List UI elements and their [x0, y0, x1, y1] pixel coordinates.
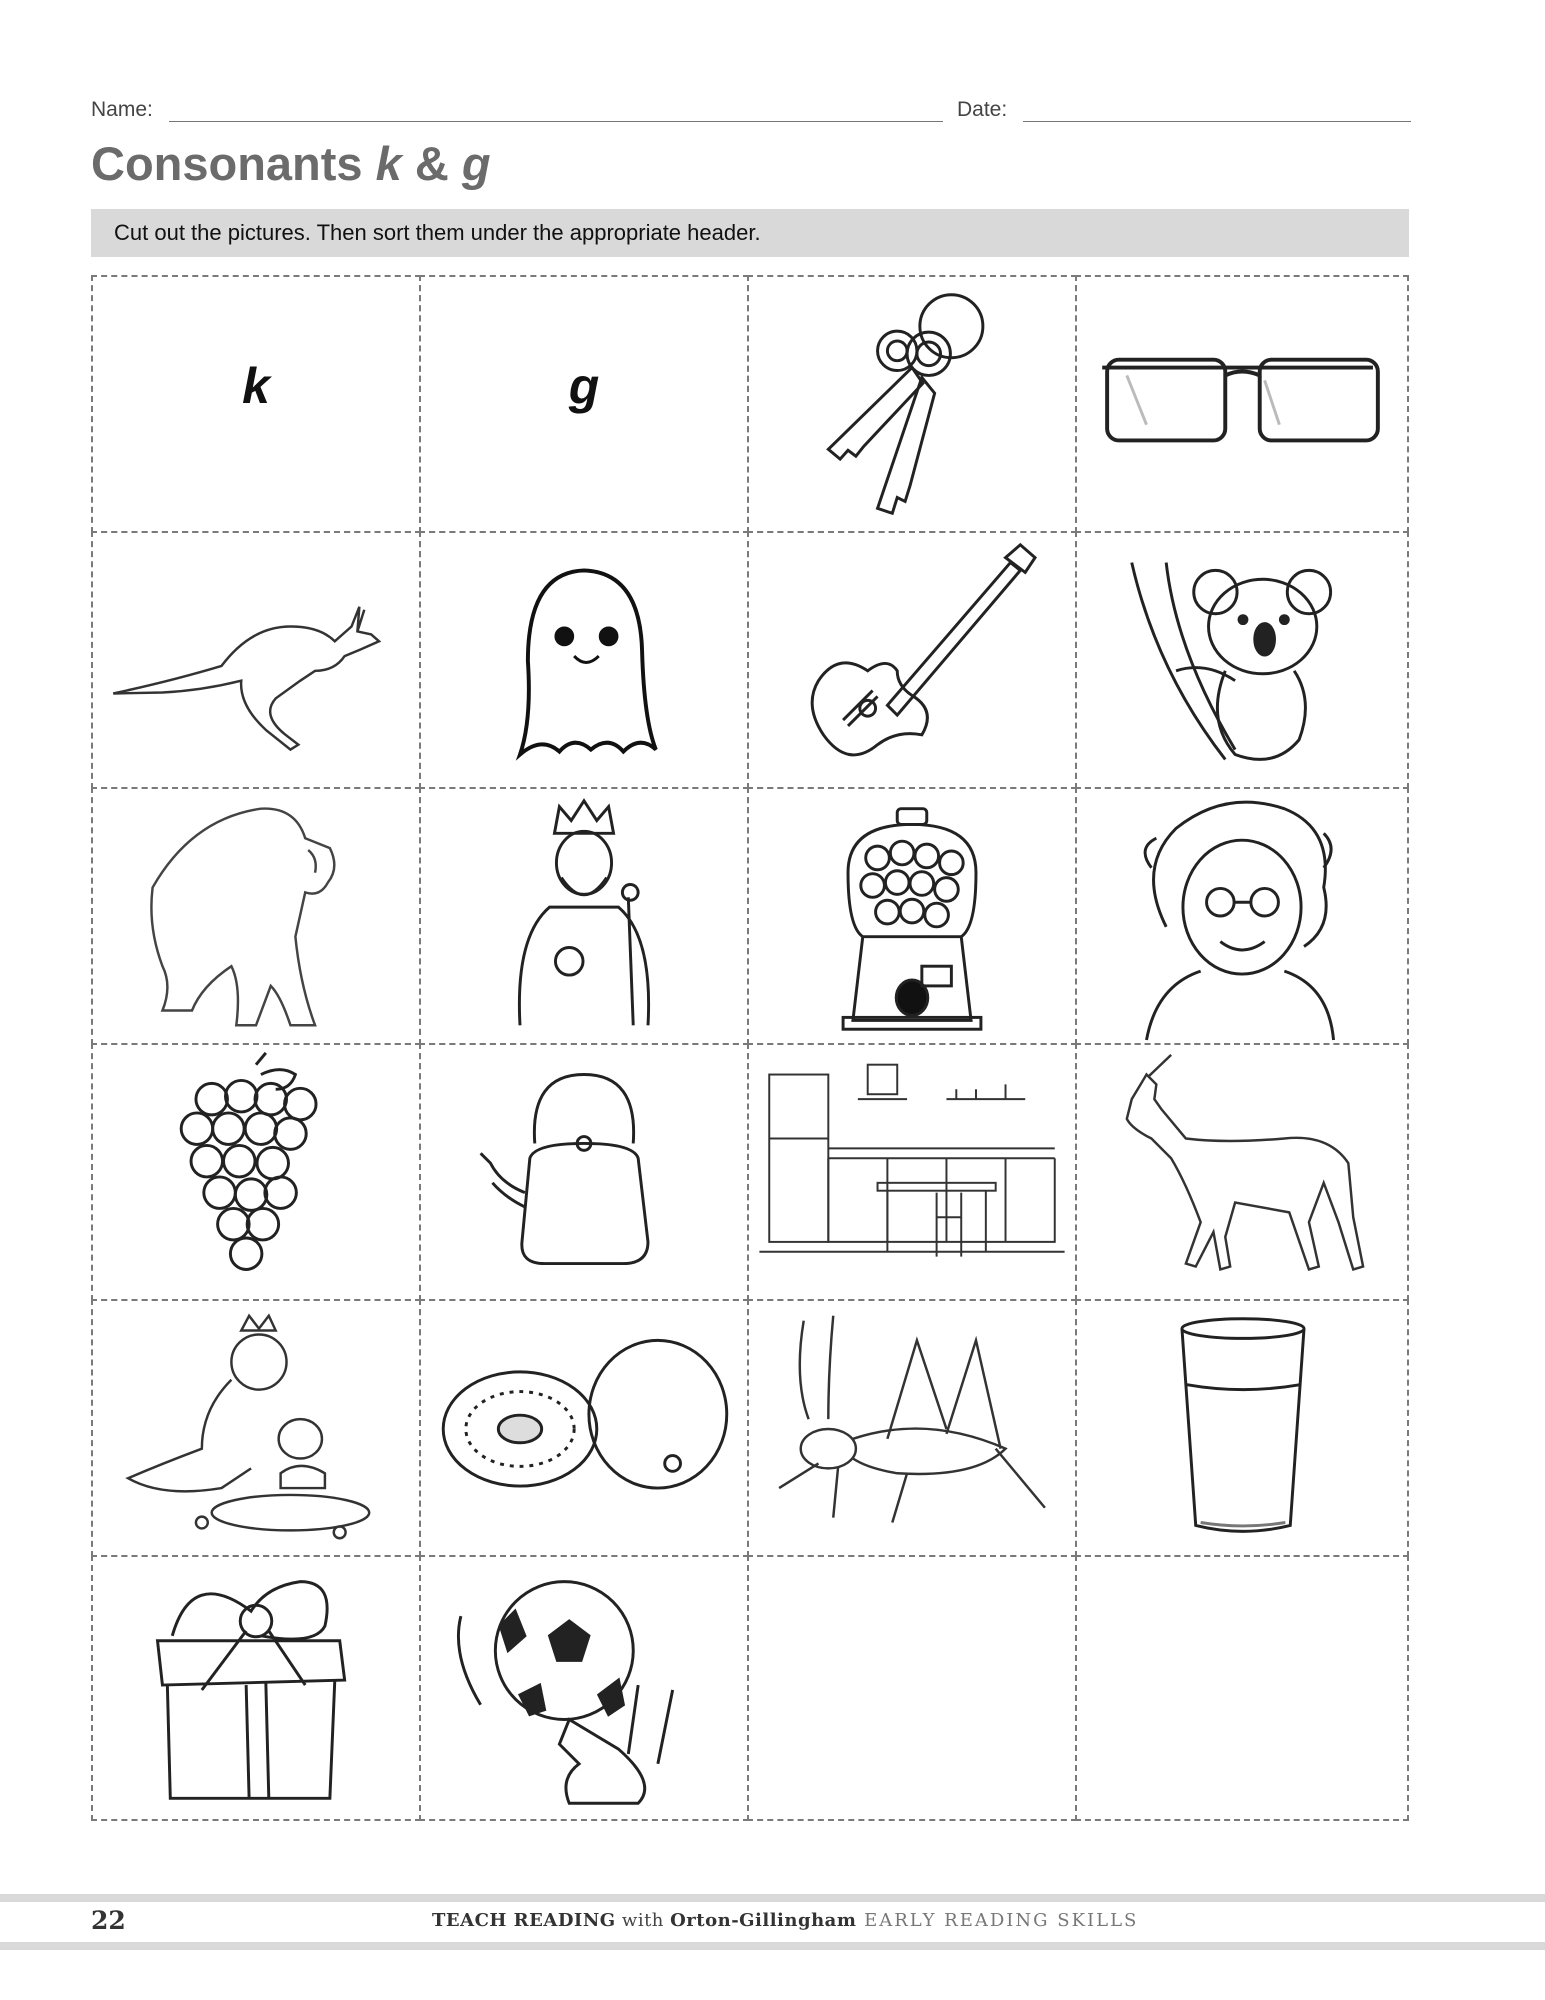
goat-icon: [1077, 1045, 1407, 1299]
kiwi-icon: [421, 1301, 747, 1555]
picture-card-kiss[interactable]: [91, 1299, 421, 1557]
header-k: k: [242, 358, 270, 414]
picture-card-guitar[interactable]: [747, 531, 1077, 789]
header-g: g: [568, 358, 600, 414]
picture-card-kettle[interactable]: [419, 1043, 749, 1301]
date-field-line[interactable]: [1023, 121, 1411, 122]
picture-card-cricket[interactable]: [747, 1299, 1077, 1557]
name-label: Name:: [91, 98, 153, 121]
name-field-line[interactable]: [169, 121, 943, 122]
kitchen-icon: [749, 1045, 1075, 1299]
picture-card-glass[interactable]: [1075, 1299, 1409, 1557]
picture-card-soccer[interactable]: [419, 1555, 749, 1821]
kettle-icon: [421, 1045, 747, 1299]
header-card-k[interactable]: [91, 275, 421, 533]
picture-card-koala[interactable]: [1075, 531, 1409, 789]
picture-card-keys[interactable]: [747, 275, 1077, 533]
instruction-text: Cut out the pictures. Then sort them under the appropriate header.: [114, 220, 761, 245]
page-footer: [0, 1894, 1545, 1950]
guitar-icon: [749, 533, 1075, 787]
soccer-ball-icon: [421, 1557, 747, 1819]
footer-brand: TEACH READING with Orton-Gillingham EARLY READING SKILLS: [432, 1910, 1139, 1931]
picture-card-kitchen[interactable]: [747, 1043, 1077, 1301]
gift-icon: [93, 1557, 419, 1819]
page-title: Consonants k & g: [91, 137, 491, 190]
name-date-row: [91, 96, 1411, 126]
picture-card-kiwi[interactable]: [419, 1299, 749, 1557]
picture-card-ghost[interactable]: [419, 531, 749, 789]
grandmother-icon: [1077, 789, 1407, 1043]
picture-card-gumball[interactable]: [747, 787, 1077, 1045]
cutout-grid: [91, 275, 1409, 1821]
glasses-icon: [1077, 277, 1407, 531]
ghost-icon: [421, 533, 747, 787]
king-icon: [421, 789, 747, 1043]
picture-card-king[interactable]: [419, 787, 749, 1045]
footer-band-top: [0, 1894, 1545, 1902]
glass-of-water-icon: [1077, 1301, 1407, 1555]
header-card-g[interactable]: [419, 275, 749, 533]
kangaroo-icon: [93, 533, 419, 787]
grapes-icon: [93, 1045, 419, 1299]
instruction-bar: [91, 209, 1409, 257]
gorilla-icon: [93, 789, 419, 1043]
picture-card-glasses[interactable]: [1075, 275, 1409, 533]
kiss-icon: [93, 1301, 419, 1555]
empty-card-2[interactable]: [1075, 1555, 1409, 1821]
gumball-machine-icon: [749, 789, 1075, 1043]
picture-card-goat[interactable]: [1075, 1043, 1409, 1301]
date-label: Date:: [957, 98, 1008, 121]
picture-card-gorilla[interactable]: [91, 787, 421, 1045]
page-number: 22: [91, 1906, 126, 1935]
picture-card-gift[interactable]: [91, 1555, 421, 1821]
picture-card-grandmother[interactable]: [1075, 787, 1409, 1045]
picture-card-grapes[interactable]: [91, 1043, 421, 1301]
cricket-icon: [749, 1301, 1075, 1555]
koala-icon: [1077, 533, 1407, 787]
keys-icon: [749, 277, 1075, 531]
empty-card-1[interactable]: [747, 1555, 1077, 1821]
footer-band-bottom: [0, 1942, 1545, 1950]
picture-card-kangaroo[interactable]: [91, 531, 421, 789]
